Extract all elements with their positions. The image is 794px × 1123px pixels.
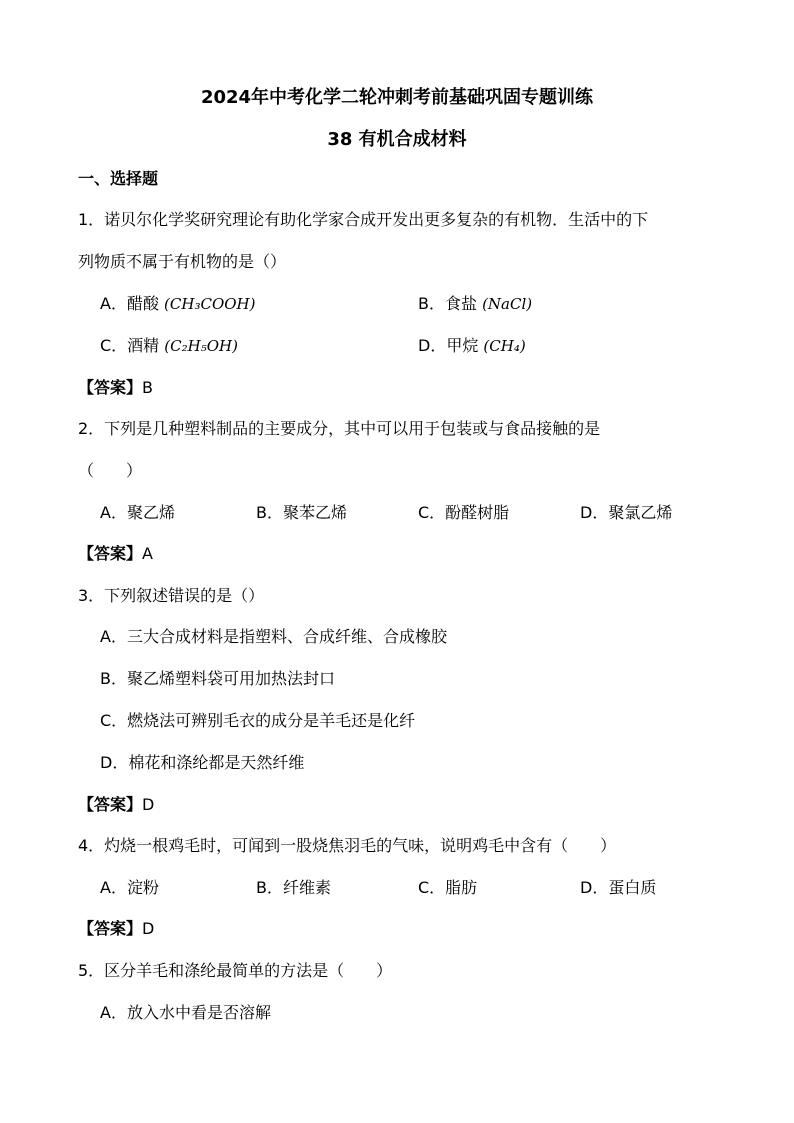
answer-label: 【答案】 xyxy=(78,795,143,814)
q2-answer xyxy=(78,543,153,565)
q1-option-b-formula: (NaCl) xyxy=(482,295,533,313)
q4-option-a: A．淀粉 xyxy=(100,878,159,897)
doc-title: 2024年中考化学二轮冲刺考前基础巩固专题训练 xyxy=(200,87,594,108)
q1-option-a-formula: (CH₃COOH) xyxy=(164,295,256,313)
q1-answer xyxy=(78,377,153,399)
q4-stem-line1: 4．灼烧一根鸡毛时，可闻到一股烧焦羽毛的气味，说明鸡毛中含有（ ） xyxy=(78,836,617,855)
q1-option-b-text: B．食盐 xyxy=(418,294,477,313)
q1-option-d xyxy=(418,335,526,357)
q1-option-a xyxy=(100,293,255,315)
q2-option-c: C．酚醛树脂 xyxy=(418,503,510,522)
answer-label: 【答案】 xyxy=(78,544,143,563)
q2-option-b: B．聚苯乙烯 xyxy=(256,503,347,522)
q3-option-d: D．棉花和涤纶都是天然纤维 xyxy=(100,753,305,772)
q1-option-c-text: C．酒精 xyxy=(100,336,160,355)
q1-answer-value: B xyxy=(142,378,153,397)
q4-answer xyxy=(78,918,154,940)
q1-stem-line1: 1．诺贝尔化学奖研究理论有助化学家合成开发出更多复杂的有机物．生活中的下 xyxy=(78,210,649,229)
q1-option-d-formula: (CH₄) xyxy=(483,337,526,355)
q1-option-c-formula: (C₂H₅OH) xyxy=(164,337,238,355)
q3-option-b: B．聚乙烯塑料袋可用加热法封口 xyxy=(100,669,335,688)
q1-stem-line2: 列物质不属于有机物的是（） xyxy=(78,252,287,271)
q4-option-c: C．脂肪 xyxy=(418,878,478,897)
q3-option-a: A．三大合成材料是指塑料、合成纤维、合成橡胶 xyxy=(100,627,447,646)
q2-stem-line1: 2．下列是几种塑料制品的主要成分，其中可以用于包装或与食品接触的是 xyxy=(78,419,601,438)
q3-answer-value: D xyxy=(142,795,155,814)
q3-option-c: C．燃烧法可辨别毛衣的成分是羊毛还是化纤 xyxy=(100,711,416,730)
q2-stem-line2: （ ） xyxy=(78,461,143,480)
q4-option-d: D．蛋白质 xyxy=(580,878,657,897)
answer-label: 【答案】 xyxy=(78,919,143,938)
answer-label: 【答案】 xyxy=(78,378,143,397)
q1-option-a-text: A．醋酸 xyxy=(100,294,159,313)
q3-stem-line1: 3．下列叙述错误的是（） xyxy=(78,586,265,605)
q5-stem-line1: 5．区分羊毛和涤纶最简单的方法是（ ） xyxy=(78,961,393,980)
q5-option-a: A．放入水中看是否溶解 xyxy=(100,1003,271,1022)
q2-answer-value: A xyxy=(142,544,153,563)
section-heading: 一、选择题 xyxy=(78,169,159,188)
q1-option-c xyxy=(100,335,238,357)
q1-option-b xyxy=(418,293,532,315)
q3-answer xyxy=(78,794,154,816)
doc-subtitle: 38 有机合成材料 xyxy=(327,129,467,150)
q2-option-a: A．聚乙烯 xyxy=(100,503,175,522)
q4-option-b: B．纤维素 xyxy=(256,878,331,897)
q1-option-d-text: D．甲烷 xyxy=(418,336,479,355)
q4-answer-value: D xyxy=(142,919,155,938)
q2-option-d: D．聚氯乙烯 xyxy=(580,503,673,522)
